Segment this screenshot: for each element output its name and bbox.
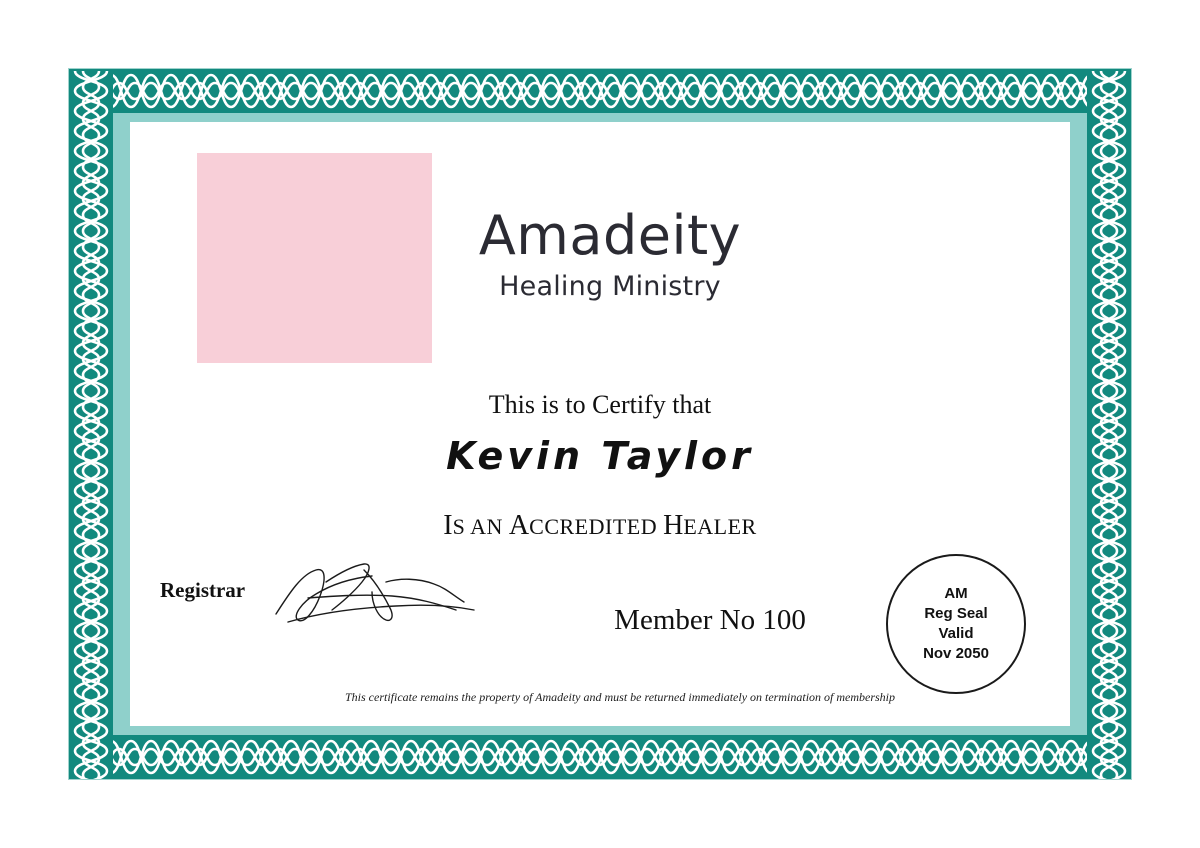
accreditation-word2-cap: H [663,510,684,541]
accreditation-word2-rest: EALER [683,514,757,539]
recipient-name: Kevin Taylor [446,434,754,478]
seal-line-3: Valid [938,625,974,642]
seal-line-4: Nov 2050 [923,645,989,663]
seal-line-1: AM [944,584,968,602]
brand-logo [130,148,1070,368]
logo-text-block [330,204,890,302]
property-footnote: This certificate remains the property of Amadeity and must be returned immediately on termination of membership [344,690,896,704]
accreditation-word1-cap: A [508,510,530,541]
registrar-signature [268,552,498,642]
certificate-matte [113,113,1087,735]
member-number: Member No 100 [614,604,806,636]
logo-name: Amadeity [478,204,742,267]
accreditation-word1-rest: CCREDITED [529,514,664,539]
celtic-knot-border-right [1087,69,1131,779]
seal-text-block [923,584,989,665]
registration-seal [886,554,1026,694]
certify-line: This is to Certify that [488,390,712,419]
seal-line-2: Reg Seal [924,604,988,622]
accreditation-prefix-cap: I [443,510,453,541]
registrar-label: Registrar [160,578,246,602]
certificate-frame [68,68,1132,780]
accreditation-prefix-rest: S AN [452,514,509,539]
celtic-knot-border-left [69,69,113,779]
celtic-knot-border-bottom [69,735,1131,779]
certificate-content-field [130,122,1070,726]
logo-tagline: Healing Ministry [499,270,721,302]
celtic-knot-border-top [69,69,1131,113]
accreditation-statement [130,510,1070,542]
